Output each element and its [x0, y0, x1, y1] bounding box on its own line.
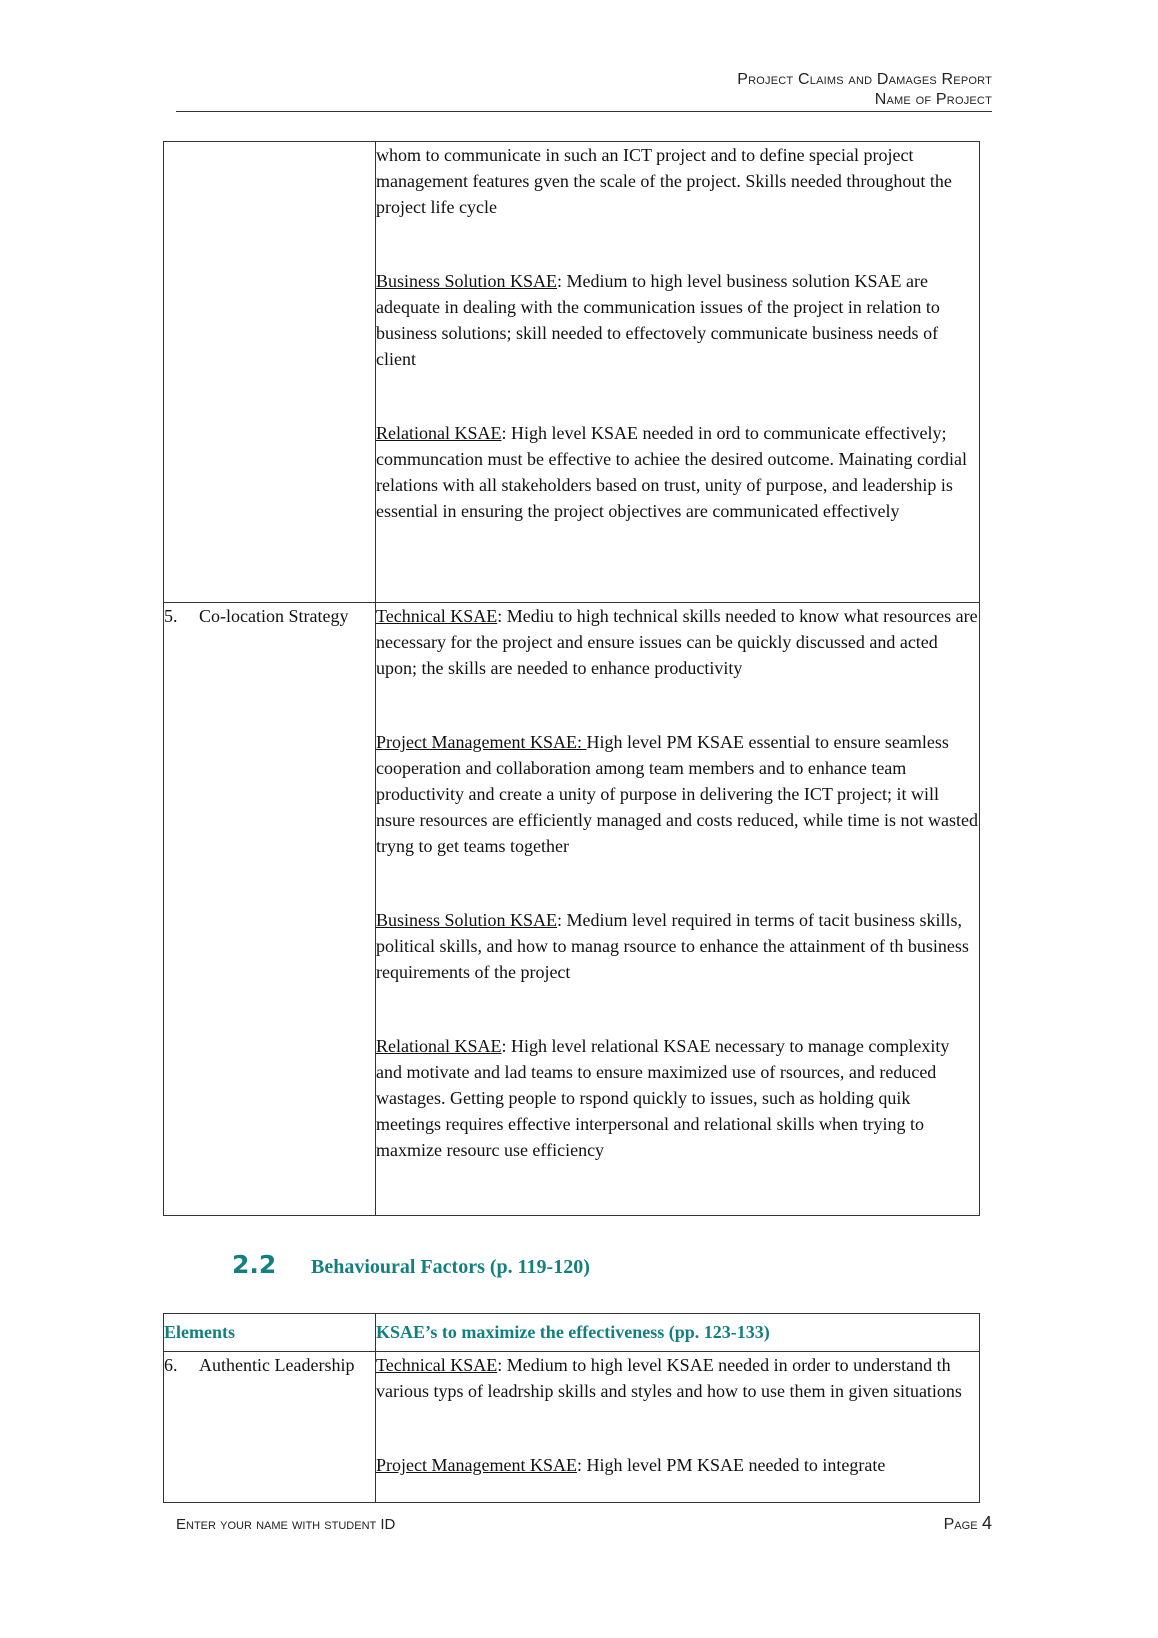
ksae-header: KSAE’s to maximize the effectiveness (pp. 123-133) [376, 1314, 980, 1352]
ksae-paragraph [376, 268, 979, 372]
element-number: 5. [164, 606, 178, 626]
element-number: 6. [164, 1355, 178, 1375]
ksae-text: : High level relational KSAE necessary to manage complexity and motivate and lad teams to ensure maximized use of rsources, and reduced wastages. Getting people to rspond quickly to issues, such as holding quik meetings requires effective interpersonal and relational skills when trying to maxmize resourc use efficiency [376, 1036, 950, 1160]
project-name: Name of Project [874, 91, 992, 108]
ksae-text: : Medium to high level business solution KSAE are adequate in dealing with the communication issues of the project in relation to business solutions; skill needed to effectovely communicate business needs of client [376, 271, 940, 369]
page-footer [176, 1513, 992, 1534]
ksae-label: Relational KSAE [376, 1036, 502, 1056]
section-number: 2.2 [232, 1250, 277, 1279]
table-row [164, 142, 980, 603]
ksae-label: Relational KSAE [376, 423, 502, 443]
element-cell [164, 1352, 376, 1503]
ksae-paragraph [376, 729, 979, 859]
ksae-table-continued [163, 141, 980, 1216]
ksae-paragraph [376, 142, 979, 220]
elements-header: Elements [164, 1314, 376, 1352]
element-name: Authentic Leadership [199, 1355, 355, 1375]
ksae-cell [376, 603, 980, 1216]
ksae-paragraph [376, 1352, 979, 1404]
student-name-placeholder: Enter your name with student ID [176, 1516, 396, 1533]
ksae-label: Technical KSAE [376, 606, 498, 626]
ksae-cell [376, 142, 980, 603]
page-number: 4 [981, 1513, 992, 1533]
ksae-text: : Medium level required in terms of tacit business skills, political skills, and how to manag rsource to enhance the attainment of th business requirements of the project [376, 910, 969, 982]
ksae-label: Technical KSAE [376, 1355, 498, 1375]
element-cell [164, 603, 376, 1216]
ksae-cell [376, 1352, 980, 1503]
ksae-paragraph [376, 603, 979, 681]
page-indicator [944, 1513, 992, 1534]
ksae-text: High level PM KSAE essential to ensure seamless cooperation and collaboration among team members and to enhance team productivity and create a unity of purpose in delivering the ICT project; it will nsure resources are efficiently managed and costs reduced, while time is not wasted tryng to get teams together [376, 732, 978, 856]
ksae-text: : Mediu to high technical skills needed to know what resources are necessary for the project and ensure issues can be quickly discussed and acted upon; the skills are needed to enhance productivity [376, 606, 978, 678]
section-title: Behavioural Factors (p. 119-120) [311, 1256, 590, 1278]
ksae-text: : Medium to high level KSAE needed in order to understand th various typs of leadrship skills and styles and how to use them in given situations [376, 1355, 962, 1401]
ksae-text: : High level KSAE needed in ord to communicate effectively; communcation must be effective to achiee the desired outcome. Mainating cordial relations with all stakeholders based on trust, unity of purpose, and leadership is essential in ensuring the project objectives are communicated effectively [376, 423, 967, 521]
ksae-paragraph [376, 420, 979, 524]
ksae-paragraph [376, 1033, 979, 1163]
page-label: Page [943, 1516, 978, 1533]
element-name: Co-location Strategy [199, 606, 349, 626]
ksae-text: whom to communicate in such an ICT project and to define special project management features gven the scale of the project. Skills needed throughout the project life cycle [376, 145, 952, 217]
header-rule [176, 111, 992, 112]
page-header [176, 70, 992, 110]
ksae-paragraph [376, 907, 979, 985]
ksae-label: Business Solution KSAE [376, 910, 558, 930]
ksae-paragraph [376, 1452, 979, 1478]
report-title: Project Claims and Damages Report [737, 71, 992, 88]
ksae-label: Project Management KSAE [376, 1455, 577, 1475]
element-cell [164, 142, 376, 603]
table-row [164, 1352, 980, 1503]
ksae-label: Business Solution KSAE [376, 271, 558, 291]
ksae-label: Project Management KSAE: [376, 732, 587, 752]
section-heading [232, 1250, 590, 1279]
table-row [164, 603, 980, 1216]
ksae-text: : High level PM KSAE needed to integrate [576, 1455, 886, 1475]
table-header-row [164, 1314, 980, 1352]
behavioural-factors-table [163, 1313, 980, 1503]
